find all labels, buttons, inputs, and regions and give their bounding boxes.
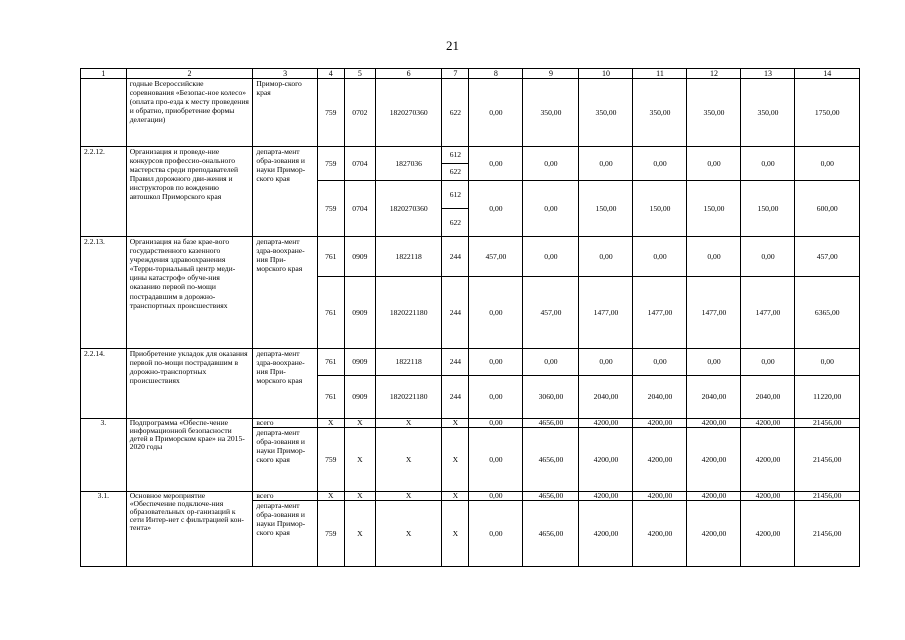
cell-c11: 2040,00	[633, 376, 687, 419]
cell-c10: 350,00	[579, 79, 633, 147]
cell-c10: 4200,00	[579, 428, 633, 492]
cell-c6: 1820270360	[375, 181, 441, 237]
cell-c13: 4200,00	[741, 501, 795, 567]
cell-c4: 761	[317, 349, 344, 376]
cell-c12: 150,00	[687, 181, 741, 237]
cell-c5: 0704	[344, 181, 375, 237]
cell-c5: 0909	[344, 376, 375, 419]
item-executor: департа-мент обра-зования и науки Примор-ского края	[253, 428, 317, 492]
item-executor: Примор-ского края	[253, 79, 317, 147]
cell-c6: 1822118	[375, 237, 441, 277]
table-row	[81, 419, 860, 428]
cell-c11: 4200,00	[633, 419, 687, 428]
table-row	[81, 79, 860, 147]
cell-c4: X	[317, 492, 344, 501]
header-cell: 2	[126, 69, 253, 79]
cell-c14: 457,00	[795, 237, 860, 277]
cell-c7: X	[442, 501, 469, 567]
cell-c6: 1820221180	[375, 277, 441, 349]
cell-c6: 1827036	[375, 147, 441, 181]
cell-c6: X	[375, 419, 441, 428]
item-number: 2.2.13.	[81, 237, 127, 349]
cell-c13: 150,00	[741, 181, 795, 237]
table-row	[81, 147, 860, 164]
header-cell: 9	[523, 69, 579, 79]
cell-c5: 0909	[344, 349, 375, 376]
header-cell: 1	[81, 69, 127, 79]
cell-c13: 0,00	[741, 147, 795, 181]
cell-c9: 0,00	[523, 147, 579, 181]
cell-c14: 600,00	[795, 181, 860, 237]
cell-c7: 612	[442, 181, 469, 209]
cell-c14: 21456,00	[795, 428, 860, 492]
cell-c6: 1820221180	[375, 376, 441, 419]
table-row	[81, 492, 860, 501]
item-executor: департа-мент обра-зования и науки Примор-ского края	[253, 501, 317, 567]
cell-c4: 759	[317, 428, 344, 492]
cell-c9: 0,00	[523, 237, 579, 277]
header-cell: 10	[579, 69, 633, 79]
cell-c11: 0,00	[633, 349, 687, 376]
cell-c13: 0,00	[741, 349, 795, 376]
cell-c10: 0,00	[579, 147, 633, 181]
cell-c6: 1820270360	[375, 79, 441, 147]
cell-c7: 622	[442, 164, 469, 181]
cell-c5: X	[344, 492, 375, 501]
cell-c12: 2040,00	[687, 376, 741, 419]
header-cell: 13	[741, 69, 795, 79]
cell-c8: 457,00	[469, 237, 523, 277]
cell-c7: 244	[442, 277, 469, 349]
cell-c7: 622	[442, 79, 469, 147]
cell-c9: 4656,00	[523, 492, 579, 501]
cell-c8: 0,00	[469, 428, 523, 492]
cell-c6: X	[375, 501, 441, 567]
item-number	[81, 79, 127, 147]
cell-c9: 4656,00	[523, 419, 579, 428]
cell-c7: 244	[442, 237, 469, 277]
item-description: Приобретение укладок для оказания первой по-мощи пострадавшим в дорожно-транспортных происшествиях	[126, 349, 253, 419]
cell-c12: 0,00	[687, 237, 741, 277]
cell-c13: 2040,00	[741, 376, 795, 419]
header-cell: 14	[795, 69, 860, 79]
item-description: годные Всероссийские соревнования «Безопас-ное колесо» (оплата про-езда к месту проведения и обратно, приобретение формы делегации)	[126, 79, 253, 147]
cell-c7: X	[442, 492, 469, 501]
header-cell: 11	[633, 69, 687, 79]
item-description: Организация и проведе-ние конкурсов профессио-онального мастерства среди преподавателей Правил дорожного дви-жения и инструкторов по вождению автошкол Приморского края	[126, 147, 253, 237]
cell-c11: 1477,00	[633, 277, 687, 349]
cell-c5: 0909	[344, 237, 375, 277]
cell-c4: X	[317, 419, 344, 428]
cell-c14: 1750,00	[795, 79, 860, 147]
header-cell: 4	[317, 69, 344, 79]
cell-c12: 4200,00	[687, 492, 741, 501]
cell-c10: 0,00	[579, 237, 633, 277]
cell-c5: X	[344, 419, 375, 428]
cell-c7: 612	[442, 147, 469, 164]
cell-c6: 1822118	[375, 349, 441, 376]
cell-c8: 0,00	[469, 501, 523, 567]
cell-c8: 0,00	[469, 181, 523, 237]
cell-c11: 0,00	[633, 147, 687, 181]
header-row	[81, 69, 860, 79]
cell-c8: 0,00	[469, 349, 523, 376]
cell-c4: 761	[317, 237, 344, 277]
cell-c13: 1477,00	[741, 277, 795, 349]
cell-c11: 4200,00	[633, 501, 687, 567]
cell-c12: 4200,00	[687, 428, 741, 492]
cell-c4: 761	[317, 277, 344, 349]
cell-c12: 4200,00	[687, 501, 741, 567]
cell-c10: 0,00	[579, 349, 633, 376]
cell-c11: 4200,00	[633, 428, 687, 492]
program-table	[80, 68, 860, 567]
item-description: Подпрограмма «Обеспе-чение информационной безопасности детей в Приморском крае» на 2015-2020 годы	[126, 419, 253, 492]
cell-c14: 0,00	[795, 349, 860, 376]
cell-c8: 0,00	[469, 147, 523, 181]
cell-c10: 150,00	[579, 181, 633, 237]
item-number: 2.2.14.	[81, 349, 127, 419]
item-executor: департа-мент здра-воохране-ния При-морского края	[253, 349, 317, 419]
cell-c7: 244	[442, 349, 469, 376]
cell-c8: 0,00	[469, 376, 523, 419]
cell-c8: 0,00	[469, 277, 523, 349]
cell-c5: X	[344, 428, 375, 492]
cell-c10: 4200,00	[579, 492, 633, 501]
cell-c12: 1477,00	[687, 277, 741, 349]
cell-c7: 622	[442, 209, 469, 237]
cell-c4: 761	[317, 376, 344, 419]
cell-c10: 2040,00	[579, 376, 633, 419]
cell-c7: 244	[442, 376, 469, 419]
cell-c11: 350,00	[633, 79, 687, 147]
header-cell: 8	[469, 69, 523, 79]
cell-c12: 0,00	[687, 147, 741, 181]
cell-c9: 4656,00	[523, 501, 579, 567]
cell-c14: 11220,00	[795, 376, 860, 419]
table-row	[81, 349, 860, 376]
cell-c8: 0,00	[469, 492, 523, 501]
item-executor: департа-мент обра-зования и науки Примор-ского края	[253, 147, 317, 237]
cell-c4: 759	[317, 181, 344, 237]
cell-c11: 150,00	[633, 181, 687, 237]
cell-c11: 4200,00	[633, 492, 687, 501]
cell-c13: 0,00	[741, 237, 795, 277]
cell-c5: 0909	[344, 277, 375, 349]
item-number: 3.1.	[81, 492, 127, 567]
total-label: всего	[253, 492, 317, 501]
cell-c12: 350,00	[687, 79, 741, 147]
cell-c13: 4200,00	[741, 419, 795, 428]
cell-c9: 0,00	[523, 349, 579, 376]
cell-c10: 4200,00	[579, 501, 633, 567]
cell-c7: X	[442, 428, 469, 492]
cell-c4: 759	[317, 147, 344, 181]
table-row	[81, 237, 860, 277]
item-description: Основное мероприятие «Обеспечение подключе-ния образовательных ор-ганизаций к сети Интер-нет с фильтрацией кон-тента»	[126, 492, 253, 567]
cell-c9: 457,00	[523, 277, 579, 349]
header-cell: 7	[442, 69, 469, 79]
item-number: 2.2.12.	[81, 147, 127, 237]
page-number: 21	[446, 38, 459, 53]
cell-c10: 4200,00	[579, 419, 633, 428]
cell-c14: 21456,00	[795, 419, 860, 428]
cell-c14: 0,00	[795, 147, 860, 181]
total-label: всего	[253, 419, 317, 428]
cell-c11: 0,00	[633, 237, 687, 277]
cell-c9: 0,00	[523, 181, 579, 237]
cell-c13: 4200,00	[741, 492, 795, 501]
cell-c9: 350,00	[523, 79, 579, 147]
item-executor: департа-мент здра-воохране-ния При-морского края	[253, 237, 317, 349]
cell-c9: 3060,00	[523, 376, 579, 419]
cell-c6: X	[375, 428, 441, 492]
cell-c6: X	[375, 492, 441, 501]
cell-c5: X	[344, 501, 375, 567]
cell-c12: 0,00	[687, 349, 741, 376]
cell-c5: 0702	[344, 79, 375, 147]
cell-c5: 0704	[344, 147, 375, 181]
cell-c7: X	[442, 419, 469, 428]
cell-c13: 350,00	[741, 79, 795, 147]
cell-c13: 4200,00	[741, 428, 795, 492]
header-cell: 3	[253, 69, 317, 79]
header-cell: 12	[687, 69, 741, 79]
cell-c9: 4656,00	[523, 428, 579, 492]
cell-c10: 1477,00	[579, 277, 633, 349]
cell-c8: 0,00	[469, 79, 523, 147]
cell-c14: 21456,00	[795, 501, 860, 567]
header-cell: 6	[375, 69, 441, 79]
cell-c14: 6365,00	[795, 277, 860, 349]
cell-c4: 759	[317, 501, 344, 567]
cell-c4: 759	[317, 79, 344, 147]
cell-c12: 4200,00	[687, 419, 741, 428]
cell-c14: 21456,00	[795, 492, 860, 501]
cell-c8: 0,00	[469, 419, 523, 428]
header-cell: 5	[344, 69, 375, 79]
item-number: 3.	[81, 419, 127, 492]
item-description: Организация на базе крае-вого государственного казенного учреждения здравоохранения «Терри-ториальный центр меди-цины катастроф» обуче-ния оказанию первой по-мощи пострадавшим в дорожно-транспортных происшествиях	[126, 237, 253, 349]
